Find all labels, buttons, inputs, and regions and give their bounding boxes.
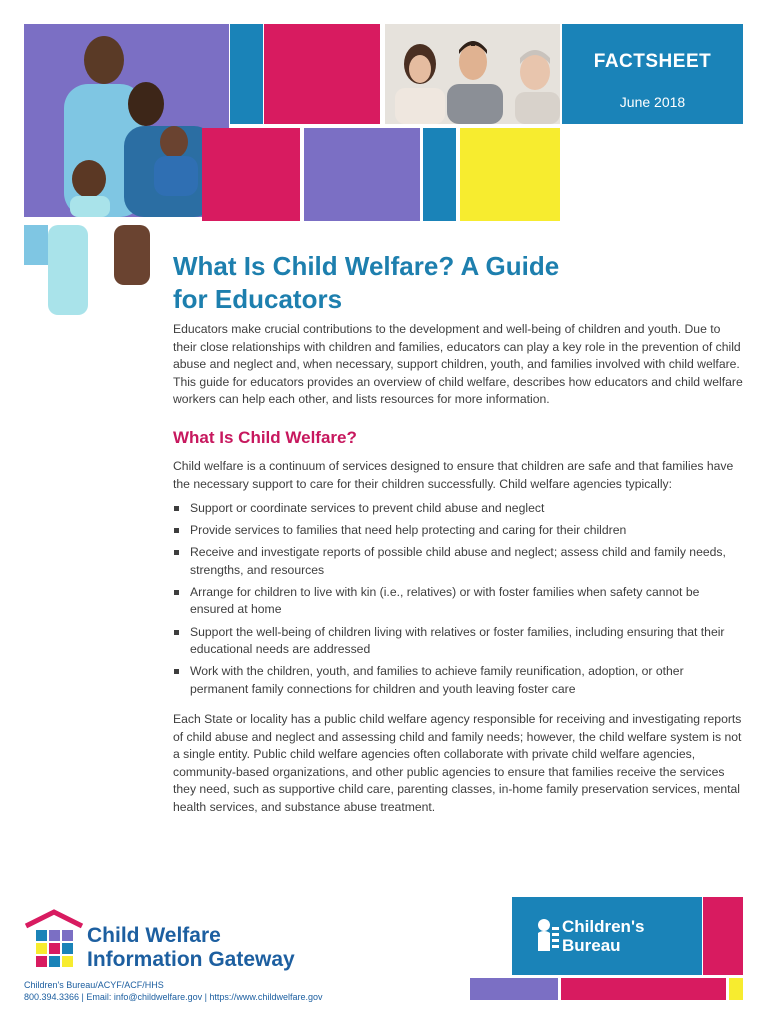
bullet-icon [174, 590, 179, 595]
list-item [173, 522, 743, 540]
contact-line[interactable]: 800.394.3366 | Email: info@childwelfare.gov | https://www.childwelfare.gov [24, 992, 323, 1002]
list-item-text: Provide services to families that need help protecting and caring for their children [190, 523, 627, 538]
factsheet-label: FACTSHEET [593, 51, 712, 72]
family-photo-lower [24, 225, 154, 315]
list-item-text: Arrange for children to live with kin (i.e., relatives) or with foster families when safety cannot be ensured at home [190, 584, 700, 617]
bullet-icon [174, 669, 179, 674]
magenta-block [264, 24, 380, 124]
children-silhouette-icon [536, 917, 560, 953]
magenta-block-2 [202, 128, 300, 221]
gateway-logo-line2: Information Gateway [87, 948, 295, 971]
list-item-text: Support or coordinate services to prevent child abuse and neglect [190, 501, 545, 515]
footer-magenta-strip [561, 978, 726, 1000]
purple-block [304, 128, 420, 221]
footer-magenta-block [703, 897, 743, 975]
bullet-icon [174, 630, 179, 635]
house-logo-icon [24, 908, 84, 968]
services-list [173, 500, 743, 703]
list-item-text: Receive and investigate reports of possible child abuse and neglect; assess child and family needs, strengths, and resources [190, 545, 726, 577]
bullet-icon [174, 550, 179, 555]
childrens-bureau-logo[interactable] [512, 897, 702, 975]
factsheet-banner [562, 24, 743, 124]
gateway-logo-line1: Child Welfare [87, 924, 221, 947]
family-photo [24, 24, 229, 217]
bullet-icon [174, 506, 179, 511]
publication-date: June 2018 [619, 94, 686, 110]
section-intro-paragraph: Child welfare is a continuum of services designed to ensure that children are safe and that families have the necessary support to care for their children successfully. Child welfare agencies typically: [173, 459, 734, 491]
list-item [173, 584, 743, 619]
list-item [173, 544, 743, 579]
section-heading: What Is Child Welfare? [173, 428, 357, 447]
cb-line1: Children's [562, 917, 645, 936]
agency-line: Children's Bureau/ACYF/ACF/HHS [24, 980, 164, 990]
list-item [173, 500, 743, 518]
footer-purple-strip [470, 978, 558, 1000]
meeting-photo [385, 24, 560, 124]
list-item [173, 624, 743, 659]
blue-strip-block-2 [423, 128, 456, 221]
cb-line2: Bureau [562, 936, 621, 955]
list-item-text: Support the well-being of children living with relatives or foster families, including ensuring that their educational needs are addressed [190, 624, 725, 657]
page-title: What Is Child Welfare? A Guide for Educators [173, 251, 560, 314]
bullet-icon [174, 528, 179, 533]
childrens-bureau-text [562, 917, 644, 955]
closing-paragraph: Each State or locality has a public child welfare agency responsible for receiving and investigating reports of child abuse and neglect and assessing child and family needs; however, the child welfare system is not a single entity. Public child welfare agencies often collaborate with private child welfare agencies, community-based organizations, and other public agencies to ensure that families receive the services they need, such as supportive child care, parenting classes, in-home family preservation services, mental health services, and substance abuse treatment. [173, 712, 742, 814]
gateway-logo-text [87, 924, 295, 972]
list-item-text: Work with the children, youth, and families to achieve family reunification, adoption, or other permanent family connections for children and youth leaving foster care [190, 664, 684, 696]
yellow-block [460, 128, 560, 221]
intro-paragraph: Educators make crucial contributions to the development and well-being of children and youth. Due to their close relationships with children and families, educators can play a key role in the prevention of child abuse and neglect and, when necessary, support children, youth, and families involved with child welfare. This guide for educators provides an overview of child welfare, describes how educators and child welfare workers can help each other, and lists resources for more information. [173, 322, 743, 407]
list-item [173, 663, 743, 698]
footer-yellow-strip [729, 978, 743, 1000]
blue-strip-block [230, 24, 263, 124]
